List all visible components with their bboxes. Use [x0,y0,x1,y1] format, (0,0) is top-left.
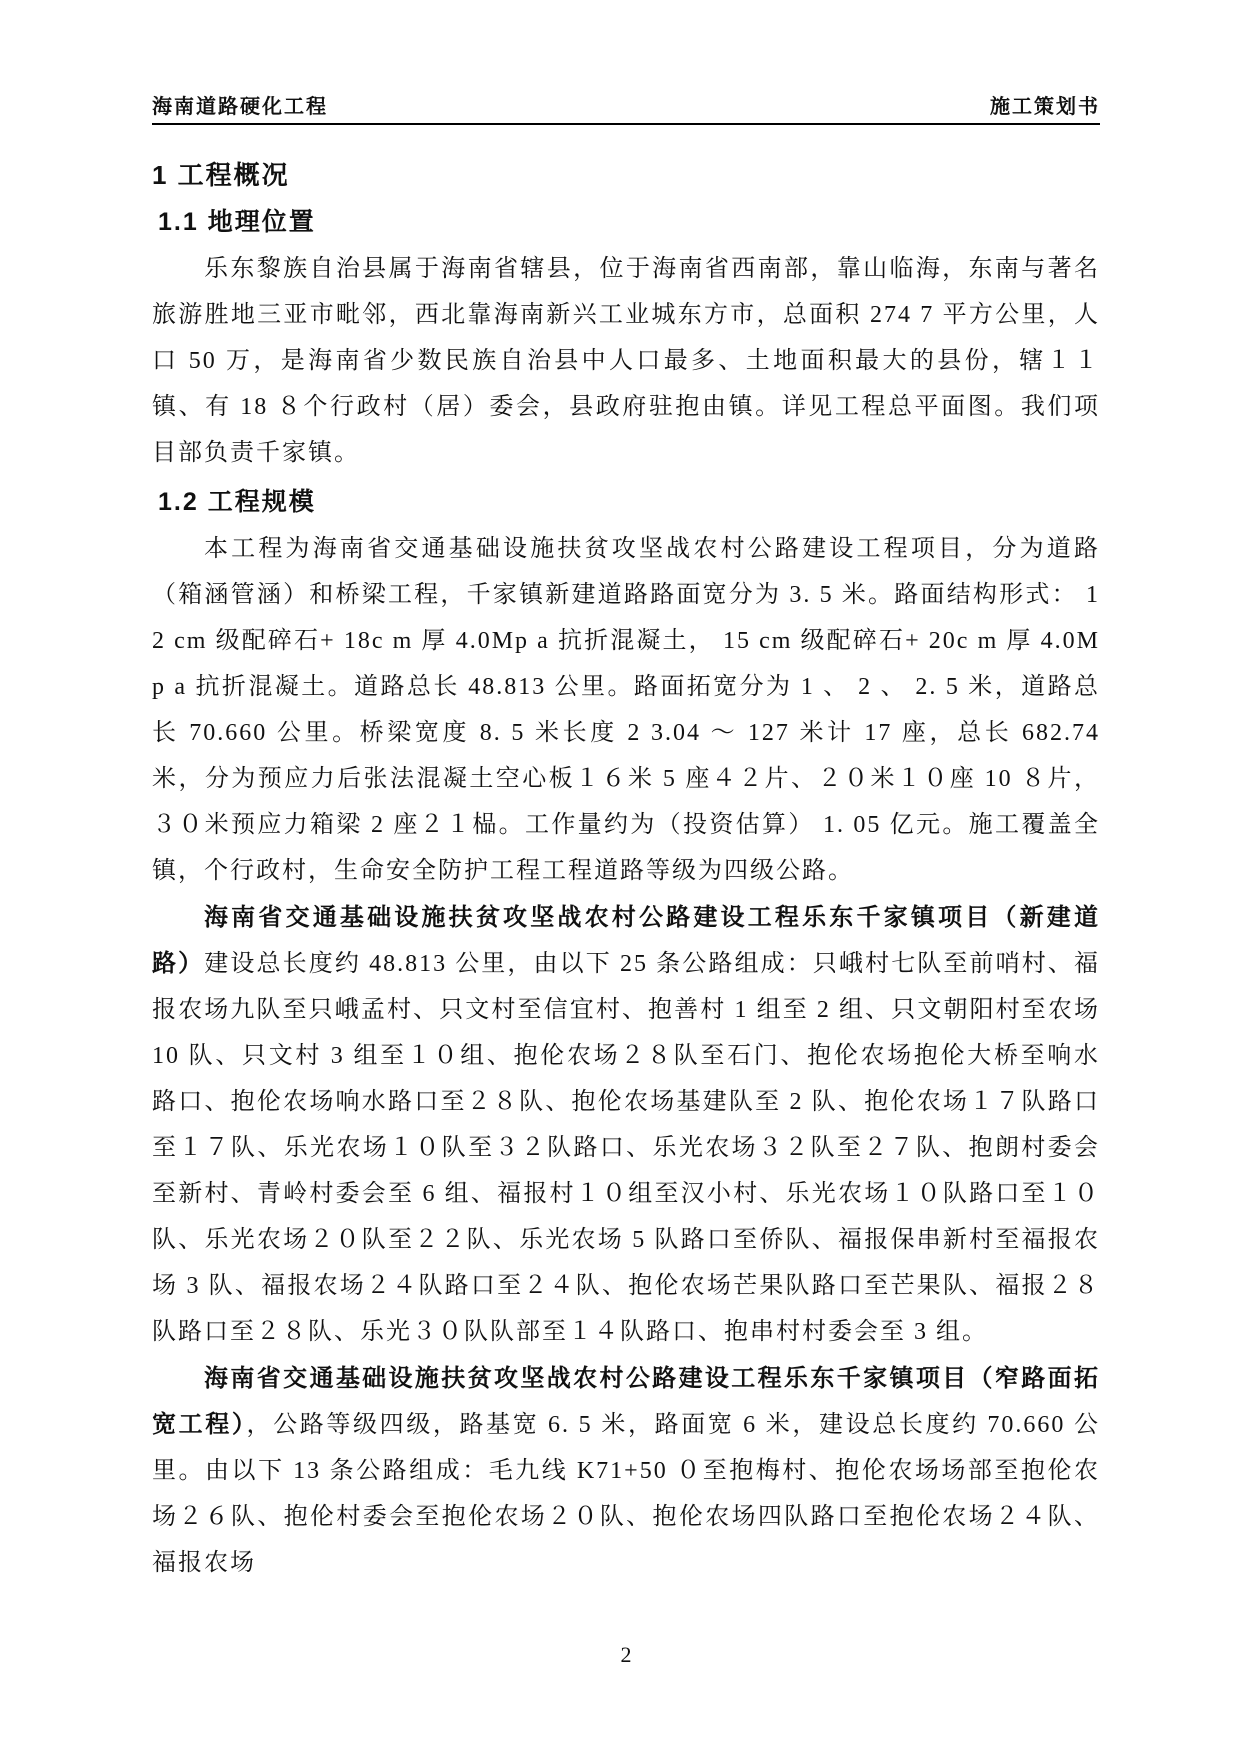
header-doc-type: 施工策划书 [990,96,1100,118]
section-heading-scale: 1.2 工程规模 [158,488,316,516]
paragraph-widening [152,1356,1100,1586]
section-heading-location: 1.1 地理位置 [158,208,316,236]
new-roads-text: 建设总长度约 48.813 公里，由以下 25 条公路组成：只峨村七队至前哨村、福报农场九队至只峨孟村、只文村至信宜村、抱善村 1 组至 2 组、只文朝阳村至农场 10 队、只文村 3 组至１０组、抱伦农场２８队至石门、抱伦农场抱伦大桥至响水路口、抱伦农场响水路口至２８队、抱伦农场基建队至 2 队、抱伦农场１７队路口至１７队、乐光农场１０队至３２队路口、乐光农场３２队至２７队、抱朗村委会至新村、青岭村委会至 6 组、福报村１０组至汉小村、乐光农场１０队路口至１０队、乐光农场２０队至２２队、乐光农场 5 队路口至侨队、福报保串新村至福报农场 3 队、福报农场２４队路口至２４队、抱伦农场芒果队路口至芒果队、福报２８队路口至２８队、乐光３０队队部至１４队路口、抱串村村委会至 3 组。 [152,951,1101,1345]
page-footer [152,1642,1100,1668]
new-roads-bold-lead: 海南省交通基础设施扶贫攻坚战农村公路建设工程乐东千家镇项目（新建道路） [152,904,1100,977]
widening-bold-lead: 海南省交通基础设施扶贫攻坚战农村公路建设工程乐东千家镇项目（窄路面拓宽工程） [152,1365,1100,1438]
widening-text: ，公路等级四级，路基宽 6. 5 米，路面宽 6 米，建设总长度约 70.660 公里。由以下 13 条公路组成：毛九线 K71+50 ０至抱梅村、抱伦农场场部至抱伦农场２６队、抱伦村委会至抱伦农场２０队、抱伦农场四队路口至抱伦农场２４队、福报农场 [152,1412,1100,1576]
paragraph-scale-overview: 本工程为海南省交通基础设施扶贫攻坚战农村公路建设工程项目，分为道路（箱涵管涵）和桥梁工程，千家镇新建道路路面宽分为 3. 5 米。路面结构形式： 12 cm 级配碎石+ 18c m 厚 4.0Mp a 抗折混凝土， 15 cm 级配碎石+ 20c m 厚 4.0Mp a 抗折混凝土。道路总长 48.813 公里。路面拓宽分为 1 、 2 、 2. 5 米，道路总长 70.660 公里。桥梁宽度 8. 5 米长度 2 3.04 ～ 127 米计 17 座，总长 682.74 米，分为预应力后张法混凝土空心板１６米 5 座４２片、２０米１０座 10 ８片，３０米预应力箱梁 2 座２１榀。工作量约为（投资估算） 1. 05 亿元。施工覆盖全镇，个行政村，生命安全防护工程工程道路等级为四级公路。 [152,536,1100,884]
page-number: 2 [620,1642,632,1667]
paragraph-location: 乐东黎族自治县属于海南省辖县，位于海南省西南部，靠山临海，东南与著名旅游胜地三亚市毗邻，西北靠海南新兴工业城东方市，总面积 274 7 平方公里，人口 50 万，是海南省少数民族自治县中人口最多、土地面积最大的县份，辖１１镇、有 18 ８个行政村（居）委会，县政府驻抱由镇。详见工程总平面图。我们项目部负责千家镇。 [152,256,1100,466]
chapter-heading: 1 工程概况 [152,160,290,190]
paragraph-new-roads [152,895,1100,1355]
page-header [152,96,1100,125]
header-project-title: 海南道路硬化工程 [152,96,328,118]
